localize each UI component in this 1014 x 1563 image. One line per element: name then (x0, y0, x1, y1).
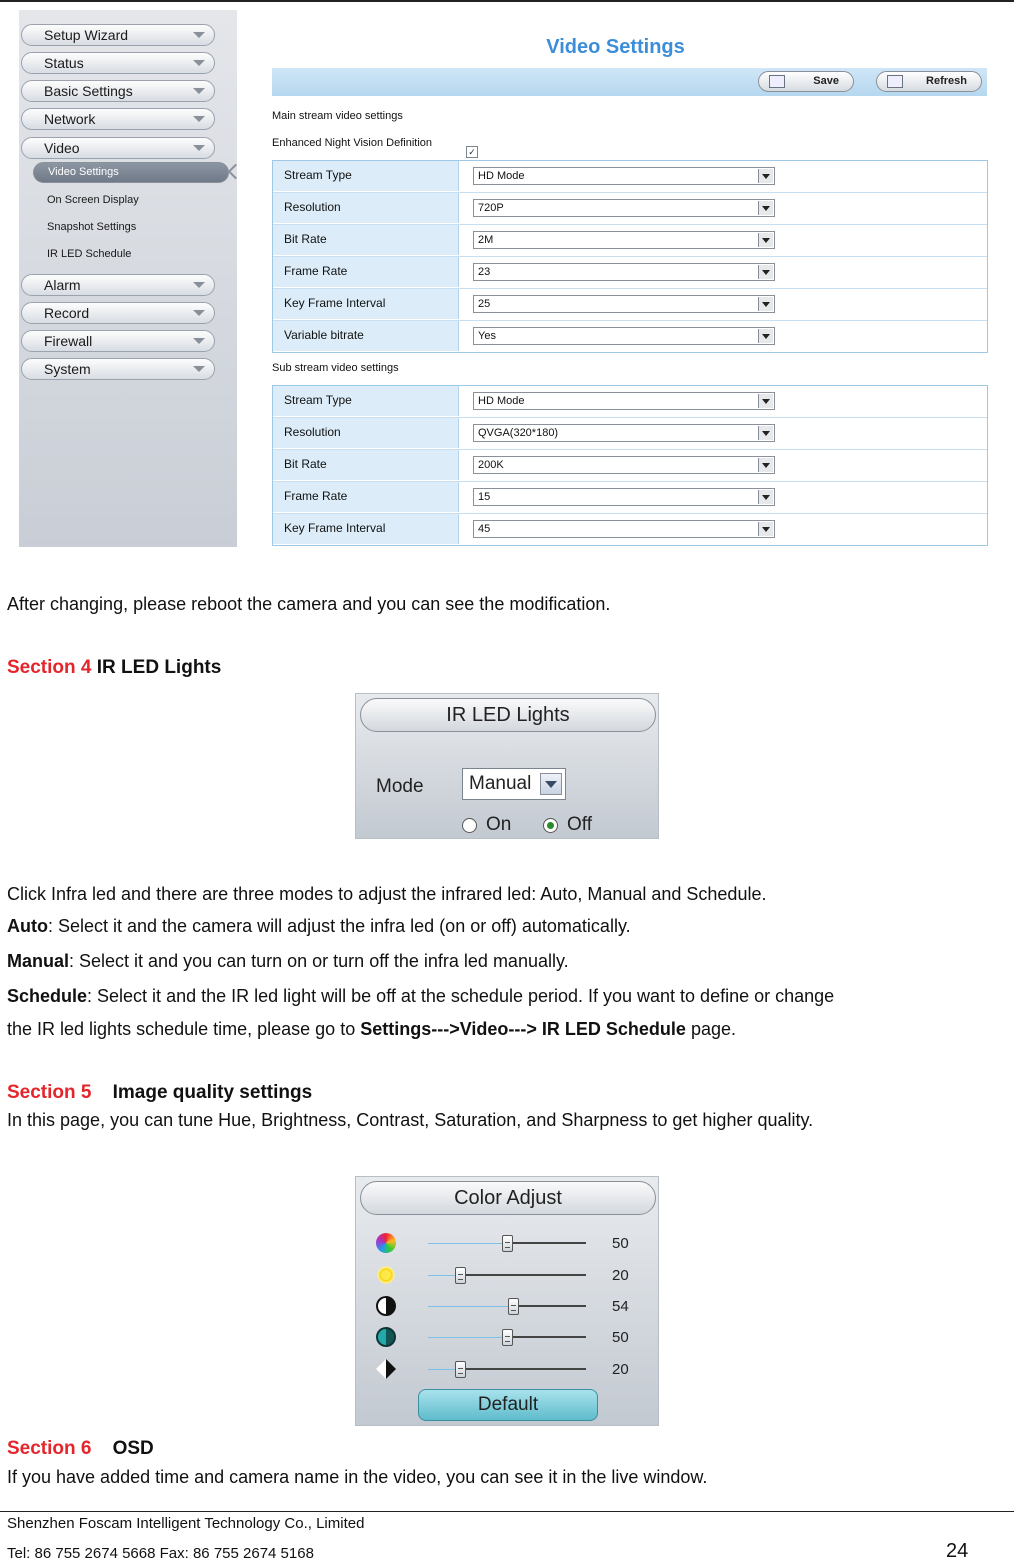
select-value: 15 (478, 491, 491, 503)
auto-description (7, 916, 631, 937)
hue-icon (376, 1233, 396, 1253)
slider-track-empty (513, 1305, 586, 1307)
manual-term: Manual (7, 951, 70, 971)
page-number: 24 (946, 1540, 969, 1562)
refresh-button-label: Refresh (926, 75, 967, 87)
refresh-button[interactable] (876, 71, 982, 92)
table-row (273, 450, 987, 482)
sidebar-item-network[interactable] (21, 108, 215, 130)
sub-stream-type-select[interactable] (473, 392, 775, 410)
footer-contact: Tel: 86 755 2674 5668 Fax: 86 755 2674 5168 (7, 1545, 314, 1562)
dropdown-arrow-icon[interactable] (758, 394, 773, 408)
ir-led-panel (355, 693, 659, 839)
select-value: 45 (478, 523, 491, 535)
brightness-slider-thumb[interactable] (455, 1267, 466, 1284)
hue-slider-row (356, 1230, 660, 1256)
ir-intro-text: Click Infra led and there are three modes to adjust the infrared led: Auto, Manual and Schedule. (7, 884, 767, 904)
sidebar-item-label: Status (44, 55, 84, 71)
main-stream-table (272, 160, 988, 353)
auto-desc: : Select it and the camera will adjust the infra led (on or off) automatically. (47, 916, 631, 936)
slider-track-empty (460, 1368, 586, 1370)
sidebar-item-basic-settings[interactable] (21, 80, 215, 102)
stream-type-label: Stream Type (273, 161, 459, 191)
dropdown-arrow-icon[interactable] (758, 169, 773, 183)
slider-track-empty (507, 1242, 586, 1244)
sidebar-item-label: Basic Settings (44, 83, 133, 99)
sidebar-item-record[interactable] (21, 302, 215, 324)
select-value: HD Mode (478, 395, 525, 407)
chevron-down-icon (193, 88, 205, 94)
main-key-frame-interval-select[interactable] (473, 295, 775, 313)
sidebar-item-label: Video (44, 140, 80, 156)
section-number: Section 4 (7, 657, 92, 678)
manual-description (7, 951, 569, 972)
table-row (273, 514, 987, 545)
main-resolution-select[interactable] (473, 199, 775, 217)
select-value: 23 (478, 266, 491, 278)
sub-resolution-select[interactable] (473, 424, 775, 442)
video-settings-screenshot (19, 10, 994, 547)
toolbar (272, 68, 987, 96)
saturation-slider-row (356, 1324, 660, 1350)
sidebar (19, 10, 237, 547)
sub-frame-rate-select[interactable] (473, 488, 775, 506)
table-row (273, 193, 987, 225)
chevron-down-icon (193, 366, 205, 372)
sidebar-item-label: System (44, 361, 91, 377)
section4-heading (7, 657, 221, 679)
dropdown-arrow-icon[interactable] (758, 233, 773, 247)
sharpness-value: 20 (612, 1361, 629, 1378)
dropdown-arrow-icon[interactable] (758, 426, 773, 440)
frame-rate-label: Frame Rate (273, 482, 459, 512)
dropdown-arrow-icon[interactable] (758, 458, 773, 472)
save-button[interactable] (758, 71, 854, 92)
select-value: QVGA(320*180) (478, 427, 559, 439)
auto-term: Auto (7, 916, 48, 936)
dropdown-arrow-icon[interactable] (758, 265, 773, 279)
select-value: 200K (478, 459, 504, 471)
sub-key-frame-interval-select[interactable] (473, 520, 775, 538)
mode-label: Mode (376, 776, 424, 797)
off-radio-label: Off (567, 814, 592, 835)
table-row (273, 225, 987, 257)
footer-rule (0, 1511, 1014, 1512)
variable-bitrate-label: Variable bitrate (273, 321, 459, 351)
sidebar-item-label: Setup Wizard (44, 27, 129, 43)
main-bit-rate-select[interactable] (473, 231, 775, 249)
section-number: Section 5 (7, 1082, 92, 1103)
night-vision-checkbox[interactable]: ✓ (466, 146, 478, 158)
select-value: 2M (478, 234, 494, 246)
chevron-down-icon (193, 32, 205, 38)
hue-slider-thumb[interactable] (502, 1235, 513, 1252)
saturation-icon (376, 1327, 396, 1347)
chevron-down-icon (193, 60, 205, 66)
select-value: HD Mode (478, 170, 525, 182)
section-title: OSD (112, 1438, 154, 1459)
page-title: Video Settings (546, 36, 685, 58)
color-adjust-title[interactable]: Color Adjust (360, 1181, 656, 1215)
chevron-down-icon (193, 310, 205, 316)
chevron-down-icon (193, 282, 205, 288)
bit-rate-label: Bit Rate (273, 450, 459, 480)
brightness-icon (376, 1265, 396, 1285)
sidebar-subitem-snapshot-settings[interactable]: Snapshot Settings (47, 221, 137, 233)
main-variable-bitrate-select[interactable] (473, 327, 775, 345)
refresh-icon (887, 75, 903, 88)
resolution-label: Resolution (273, 418, 459, 448)
key-frame-interval-label: Key Frame Interval (273, 289, 459, 319)
table-row (273, 257, 987, 289)
table-row (273, 386, 987, 418)
after-changing-text: After changing, please reboot the camera and you can see the modification. (7, 594, 611, 614)
mode-select-value: Manual (469, 773, 532, 794)
contrast-slider-row (356, 1293, 660, 1319)
settings-content (237, 10, 994, 547)
section-number: Section 6 (7, 1438, 92, 1459)
manual-desc: : Select it and you can turn on or turn off the infra led manually. (69, 951, 569, 971)
contrast-icon (376, 1296, 396, 1316)
brightness-slider-row (356, 1262, 660, 1288)
frame-rate-label: Frame Rate (273, 257, 459, 287)
sidebar-item-setup-wizard[interactable] (21, 24, 215, 46)
bit-rate-label: Bit Rate (273, 225, 459, 255)
main-stream-heading: Main stream video settings (272, 110, 403, 122)
sub-stream-heading: Sub stream video settings (272, 362, 399, 374)
sidebar-subitem-video-settings[interactable]: Video Settings (33, 162, 229, 183)
schedule-description-2 (7, 1019, 736, 1040)
schedule-desc: : Select it and the IR led light will be off at the schedule period. If you want to define or change (87, 986, 835, 1006)
slider-track-empty (460, 1274, 586, 1276)
slider-track-filled (428, 1243, 507, 1244)
sharpness-icon (376, 1359, 396, 1379)
footer-company: Shenzhen Foscam Intelligent Technology Co., Limited (7, 1515, 365, 1532)
select-value: 25 (478, 298, 491, 310)
resolution-label: Resolution (273, 193, 459, 223)
mode-select[interactable] (462, 768, 566, 800)
dropdown-arrow-icon[interactable] (758, 201, 773, 215)
slider-track-empty (507, 1336, 586, 1338)
section-title: IR LED Lights (96, 657, 222, 678)
top-rule (0, 0, 1014, 2)
sidebar-item-label: Alarm (44, 277, 81, 293)
select-value: 720P (478, 202, 504, 214)
stream-type-label: Stream Type (273, 386, 459, 416)
schedule-path: Settings--->Video---> IR LED Schedule (360, 1019, 686, 1039)
section5-description: In this page, you can tune Hue, Brightness, Contrast, Saturation, and Sharpness to get higher quality. (7, 1110, 814, 1130)
dropdown-arrow-icon[interactable] (758, 329, 773, 343)
sub-stream-table (272, 385, 988, 546)
schedule-term: Schedule (7, 986, 88, 1006)
table-row (273, 321, 987, 352)
save-icon (769, 75, 785, 88)
sidebar-item-label: Network (44, 111, 96, 127)
dropdown-arrow-icon[interactable] (758, 297, 773, 311)
dropdown-arrow-icon[interactable] (758, 490, 773, 504)
table-row (273, 418, 987, 450)
contrast-slider-thumb[interactable] (508, 1298, 519, 1315)
brightness-value: 20 (612, 1267, 629, 1284)
schedule-desc2-a: the IR led lights schedule time, please go to (7, 1019, 361, 1039)
chevron-down-icon[interactable] (540, 773, 562, 795)
contrast-value: 54 (612, 1298, 629, 1315)
sidebar-item-system[interactable] (21, 358, 215, 380)
slider-track-filled (428, 1306, 513, 1307)
sidebar-item-label: Record (44, 305, 90, 321)
ir-led-title[interactable]: IR LED Lights (360, 698, 656, 732)
sidebar-item-alarm[interactable] (21, 274, 215, 296)
main-frame-rate-select[interactable] (473, 263, 775, 281)
on-radio-label: On (486, 814, 512, 835)
save-button-label: Save (813, 75, 839, 87)
main-stream-type-select[interactable] (473, 167, 775, 185)
slider-track-filled (428, 1337, 507, 1338)
chevron-down-icon (193, 338, 205, 344)
sharpness-slider-thumb[interactable] (455, 1361, 466, 1378)
saturation-slider-thumb[interactable] (502, 1329, 513, 1346)
section6-description: If you have added time and camera name in the video, you can see it in the live window. (7, 1467, 708, 1487)
schedule-desc2-b: page. (685, 1019, 736, 1039)
sidebar-subitem-ir-led-schedule[interactable]: IR LED Schedule (47, 248, 132, 260)
table-row (273, 482, 987, 514)
sidebar-item-label: Firewall (44, 333, 93, 349)
section6-heading (7, 1438, 154, 1460)
chevron-down-icon (193, 116, 205, 122)
on-radio[interactable] (462, 818, 477, 833)
color-adjust-panel (355, 1176, 659, 1426)
sharpness-slider-row (356, 1356, 660, 1382)
schedule-description (7, 986, 834, 1007)
key-frame-interval-label: Key Frame Interval (273, 514, 459, 544)
sidebar-item-status[interactable] (21, 52, 215, 74)
night-vision-label: Enhanced Night Vision Definition (272, 137, 433, 149)
sub-bit-rate-select[interactable] (473, 456, 775, 474)
sidebar-item-firewall[interactable] (21, 330, 215, 352)
dropdown-arrow-icon[interactable] (758, 522, 773, 536)
table-row (273, 289, 987, 321)
table-row (273, 161, 987, 193)
default-button[interactable]: Default (418, 1389, 598, 1421)
sidebar-subitem-on-screen-display[interactable]: On Screen Display (47, 194, 139, 206)
chevron-down-icon (193, 145, 205, 151)
select-value: Yes (478, 330, 496, 342)
hue-value: 50 (612, 1235, 629, 1252)
saturation-value: 50 (612, 1329, 629, 1346)
section5-heading (7, 1082, 312, 1104)
sidebar-item-video[interactable] (21, 137, 215, 159)
off-radio[interactable] (543, 818, 558, 833)
section-title: Image quality settings (112, 1082, 313, 1103)
